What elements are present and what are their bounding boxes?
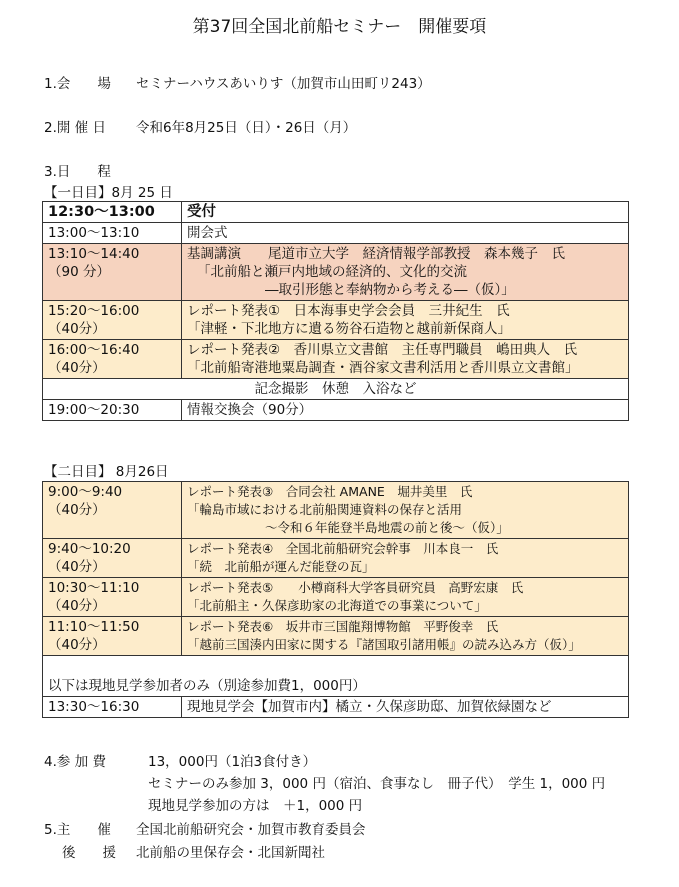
duration: （40分） (48, 559, 106, 575)
venue-text: セミナーハウスあいりす（加賀市山田町リ243） (136, 76, 431, 92)
day2-heading: 【二日目】 8月26日 (44, 464, 169, 480)
topic-line: 「津軽・下北地方に遺る笏谷石造物と越前新保商人」 (187, 321, 511, 337)
time-range: 10:30～11:10 (48, 580, 140, 596)
table-row (43, 578, 629, 617)
support-line (62, 841, 325, 861)
time-cell: 12:30～13:00 (43, 202, 182, 223)
time-range: 15:20～16:00 (48, 303, 140, 319)
duration: （90 分） (48, 264, 110, 280)
table-row (43, 223, 629, 244)
time-cell: 19:00～20:30 (43, 400, 182, 421)
note-cell: 以下は現地見学参加者のみ（別途参加費1，000円） (43, 656, 629, 697)
event-cell: 開会式 (182, 223, 629, 244)
table-row (43, 301, 629, 340)
time-cell (43, 617, 182, 656)
event-cell (182, 244, 629, 301)
date-line (44, 116, 356, 136)
topic-line: 「北前船と瀬戸内地域の経済的、文化的交流 (197, 264, 467, 280)
host-text: 全国北前船研究会・加賀市教育委員会 (136, 822, 366, 838)
event-cell (182, 578, 629, 617)
speaker-line: レポート発表③ 合同会社 AMANE 堀井美里 氏 (187, 484, 473, 499)
topic-line: 「続 北前船が運んだ能登の瓦」 (187, 559, 375, 574)
table-row (43, 539, 629, 578)
topic-line: 「越前三国湊内田家に関する『諸国取引諸用帳』の読み込み方（仮）」 (187, 637, 581, 652)
table-row (43, 482, 629, 539)
event-cell: 現地見学会【加賀市内】橘立・久保彦助邸、加賀依緑園など (182, 697, 629, 718)
date-text: 令和6年8月25日（日）・26日（月） (136, 120, 357, 136)
host-line (44, 818, 366, 838)
time-range: 16:00～16:40 (48, 342, 140, 358)
day2-schedule (42, 481, 629, 718)
speaker-line: レポート発表⑤ 小樽商科大学客員研究員 高野宏康 氏 (187, 580, 524, 595)
topic-line: 「輪島市域における北前船関連資料の保存と活用 (187, 502, 463, 517)
table-row (43, 617, 629, 656)
day1-heading: 【一日目】8月 25 日 (44, 185, 173, 201)
table-row (43, 697, 629, 718)
time-cell (43, 244, 182, 301)
topic-line: 「北前船寄港地粟島調査・酒谷家文書利活用と香川県立文書館」 (187, 360, 579, 376)
break-cell: 記念撮影 休憩 入浴など (43, 379, 629, 400)
event-cell (182, 340, 629, 379)
subtopic-line: ―取引形態と奉納物から考える―（仮）」 (265, 282, 515, 298)
time-range: 11:10～11:50 (48, 619, 140, 635)
fee-label: 4.参 加 費 (44, 754, 106, 770)
duration: （40分） (48, 502, 106, 518)
time-cell (43, 301, 182, 340)
time-cell: 13:00～13:10 (43, 223, 182, 244)
table-row (43, 400, 629, 421)
support-label: 後 援 (62, 845, 116, 861)
host-label: 5.主 催 (44, 822, 111, 838)
table-row (43, 202, 629, 223)
fee-main: 13，000円（1泊3食付き） (148, 754, 317, 770)
table-row (43, 340, 629, 379)
time-range: 9:40～10:20 (48, 541, 131, 557)
speaker-line: レポート発表① 日本海事史学会会員 三井紀生 氏 (187, 303, 510, 319)
date-label: 2.開 催 日 (44, 120, 106, 136)
time-cell: 13:30～16:30 (43, 697, 182, 718)
event-cell (182, 539, 629, 578)
speaker-line: レポート発表④ 全国北前船研究会幹事 川本良一 氏 (187, 541, 499, 556)
time-cell (43, 539, 182, 578)
speaker-line: レポート発表⑥ 坂井市三国龍翔博物館 平野俊幸 氏 (187, 619, 499, 634)
venue-label: 1.会 場 (44, 76, 111, 92)
duration: （40分） (48, 598, 106, 614)
time-cell (43, 578, 182, 617)
time-range: 13:10～14:40 (48, 246, 140, 262)
fee-section (44, 751, 605, 817)
time-cell (43, 340, 182, 379)
topic-line: 「北前船主・久保彦助家の北海道での事業について」 (187, 598, 487, 613)
program-label: 3.日 程 (44, 164, 111, 180)
day1-schedule (42, 201, 629, 421)
fee-seminar-only: セミナーのみ参加 3，000 円（宿泊、食事なし 冊子代） 学生 1，000 円 (148, 776, 606, 792)
speaker-line: 基調講演 尾道市立大学 経済情報学部教授 森本幾子 氏 (187, 246, 565, 262)
duration: （40分） (48, 637, 106, 653)
event-cell: 情報交換会（90分） (182, 400, 629, 421)
page-title: 第37回全国北前船セミナー 開催要項 (192, 17, 487, 37)
duration: （40分） (48, 321, 106, 337)
subtopic-line: ～令和６年能登半島地震の前と後～（仮）」 (265, 520, 509, 535)
table-row (43, 656, 629, 697)
table-row (43, 244, 629, 301)
speaker-line: レポート発表② 香川県立文書館 主任専門職員 嶋田典人 氏 (187, 342, 578, 358)
event-cell (182, 301, 629, 340)
venue-line (44, 72, 431, 92)
event-cell (182, 617, 629, 656)
support-text: 北前船の里保存会・北国新聞社 (136, 845, 325, 861)
fee-tour: 現地見学参加の方は ＋1，000 円 (148, 798, 363, 814)
table-row (43, 379, 629, 400)
event-cell (182, 482, 629, 539)
time-cell (43, 482, 182, 539)
duration: （40分） (48, 360, 106, 376)
time-range: 9:00～9:40 (48, 484, 123, 500)
event-cell: 受付 (182, 202, 629, 223)
